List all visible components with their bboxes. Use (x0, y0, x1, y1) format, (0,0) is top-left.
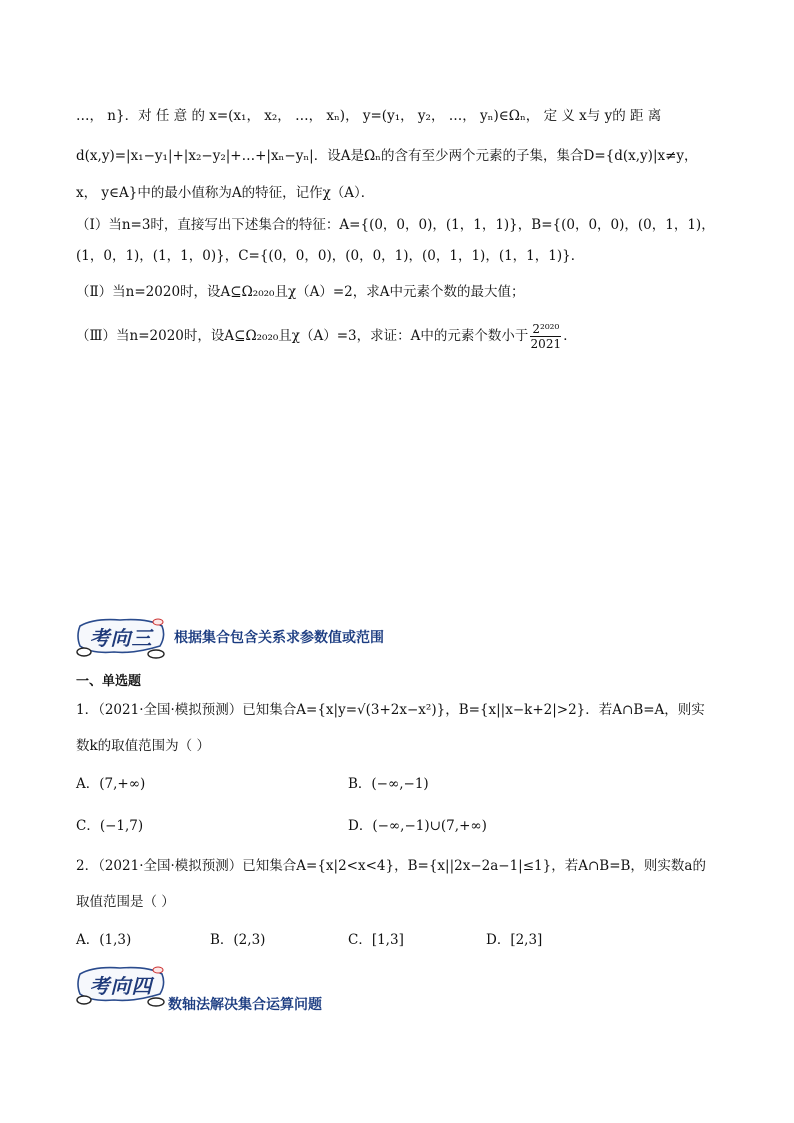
fraction-numerator: 2²⁰²⁰ (532, 322, 560, 336)
part-3-fraction (530, 322, 561, 351)
part-2: （Ⅱ）当n=2020时，设A⊆Ω₂₀₂₀且χ（A）=2，求A中元素个数的最大值； (76, 284, 525, 300)
part-3 (76, 322, 577, 351)
section-badge-3 (74, 616, 166, 656)
q2-option-c: C．[1,3] (348, 932, 404, 948)
q1-option-c: C．(−1,7) (76, 818, 144, 834)
q1-option-a: A．(7,+∞) (76, 776, 146, 792)
question-type-heading: 一、单选题 (76, 674, 142, 689)
part-1-line-b: (1，0，1)，(1，1，0)}，C={(0，0，0)，(0，0，1)，(0，1，1)，(1，1，1)}． (76, 248, 585, 264)
part-1-line-a: （Ⅰ）当n=3时，直接写出下述集合的特征：A={(0，0，0)，(1，1，1)}，B={(0，0，0)，(0，1，1)， (76, 217, 715, 233)
question-1-line-2: 数k的取值范围为（ ） (76, 738, 210, 754)
question-1-line-1: 1．（2021·全国·模拟预测）已知集合A={x|y=√(3+2x−x²)}，B={x||x−k+2|>2}．若A∩B=A，则实 (76, 702, 705, 718)
q2-option-b: B．(2,3) (210, 932, 266, 948)
problem-line-3: x， y∈A}中的最小值称为A的特征，记作χ（A）． (76, 185, 375, 201)
part-3-text: （Ⅲ）当n=2020时，设A⊆Ω₂₀₂₀且χ（A）=3，求证：A中的元素个数小于 (76, 328, 529, 344)
question-2-line-1: 2．（2021·全国·模拟预测）已知集合A={x|2<x<4}，B={x||2x−2a−1|≤1}，若A∩B=B，则实数a的 (76, 858, 706, 874)
section-badge-4 (74, 964, 166, 1004)
q2-option-d: D．[2,3] (486, 932, 543, 948)
fraction-denominator: 2021 (530, 337, 562, 351)
section-title-4: 数轴法解决集合运算问题 (168, 997, 322, 1013)
part-3-end: ． (563, 328, 577, 344)
badge-label: 考向四 (89, 974, 153, 998)
q1-option-d: D．(−∞,−1)∪(7,+∞) (348, 818, 487, 834)
problem-line-2: d(x,y)=|x₁−y₁|+|x₂−y₂|+…+|xₙ−yₙ|．设A是Ωₙ的含有至少两个元素的子集，集合D={d(x,y)|x≠y， (76, 148, 698, 164)
question-2-line-2: 取值范围是（ ） (76, 894, 175, 910)
badge-label: 考向三 (89, 626, 153, 650)
section-title-3: 根据集合包含关系求参数值或范围 (174, 630, 384, 646)
problem-line-1: …， n}．对 任 意 的 x=(x₁， x₂， …， xₙ)， y=(y₁， y₂， …， yₙ)∈Ωₙ， 定 义 x与 y的 距 离 (76, 108, 662, 124)
q1-option-b: B．(−∞,−1) (348, 776, 429, 792)
q2-option-a: A．(1,3) (76, 932, 132, 948)
